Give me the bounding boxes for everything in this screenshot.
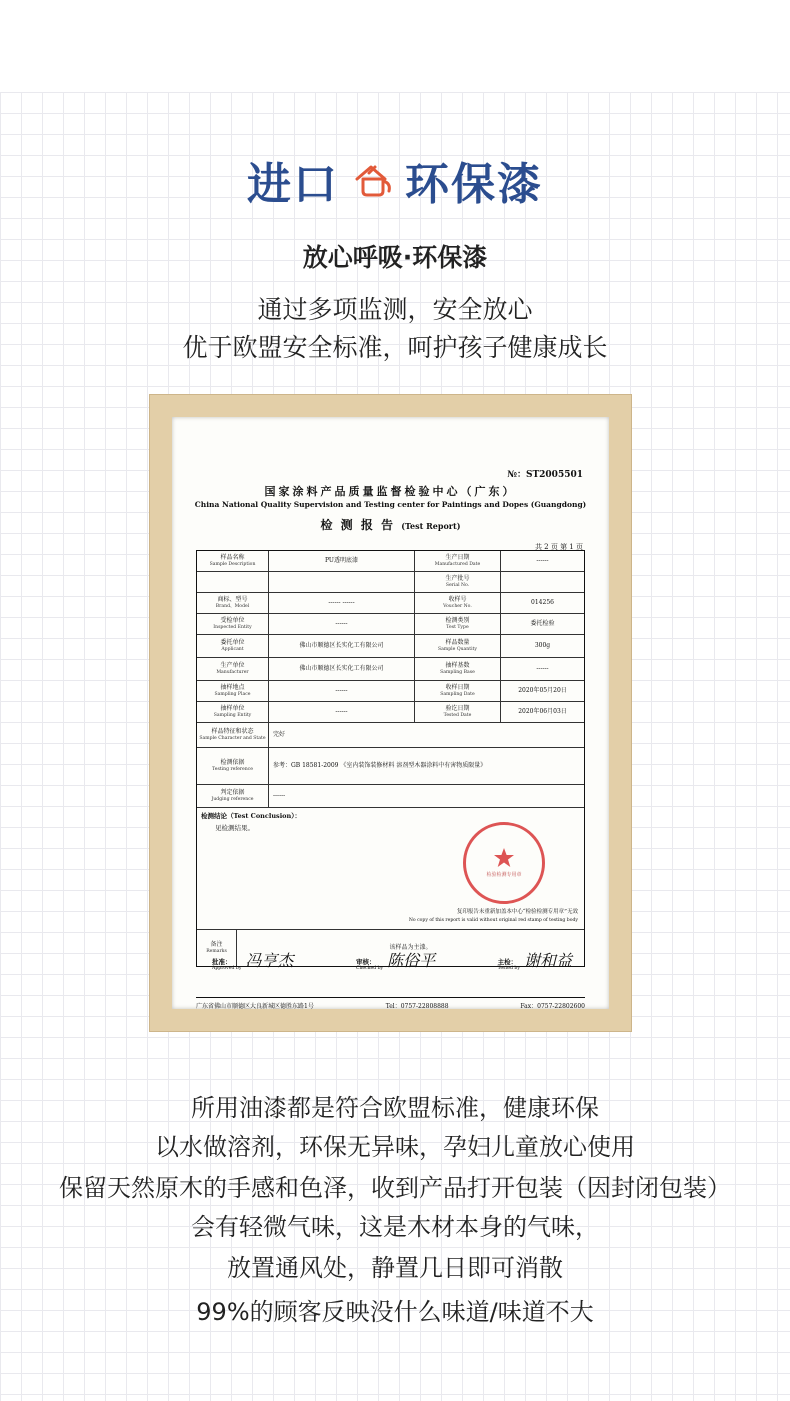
report-tel: Tel：0757-22808888 bbox=[385, 1003, 449, 1010]
report-fax: Fax：0757-22802600 bbox=[520, 1003, 585, 1010]
table-row bbox=[197, 748, 584, 785]
lead-line-1: 通过多项监测，安全放心 bbox=[257, 295, 533, 324]
report-title-en: (Test Report) bbox=[401, 521, 461, 531]
lead-line-2: 优于欧盟安全标准，呵护孩子健康成长 bbox=[182, 333, 608, 362]
label-quantity: 样品数量 Sample Quantity bbox=[415, 635, 501, 657]
test-report bbox=[172, 417, 609, 1009]
label-applicant: 委托单位 Applicant bbox=[197, 635, 269, 657]
label-judging: 判定依据 Judging reference bbox=[197, 785, 269, 807]
title-right: 环保漆 bbox=[405, 159, 543, 210]
label-manufacturer: 生产单位 Manufacturer bbox=[197, 658, 269, 680]
label-sampling-base: 抽样基数 Sampling Base bbox=[415, 658, 501, 680]
para-line-2: 以水做溶剂，环保无异味，孕妇儿童放心使用 bbox=[155, 1133, 635, 1161]
approver-signature: 冯亨杰 bbox=[245, 951, 294, 970]
value-brand: ------ ------ bbox=[269, 593, 415, 613]
label-sampling-place: 抽样地点 Sampling Place bbox=[197, 681, 269, 701]
value-voucher: 014256 bbox=[531, 598, 554, 606]
conclusion-text: 见检测结果。 bbox=[215, 824, 254, 832]
value-tested-date: 2020年06月03日 bbox=[518, 707, 567, 715]
report-title bbox=[172, 516, 609, 533]
label-serial: 生产批号 Serial No. bbox=[415, 572, 501, 592]
table-row bbox=[197, 681, 584, 702]
red-stamp bbox=[463, 822, 545, 904]
conclusion-title: 检测结论（Test Conclusion）： bbox=[201, 812, 301, 820]
copy-note: 复印报告未重新加盖本中心“检验检测专用章”无效 bbox=[456, 909, 578, 915]
table-row bbox=[197, 723, 584, 748]
value-remarks: 该样品为主漆。 bbox=[389, 943, 432, 951]
title-left: 进口 bbox=[247, 159, 339, 210]
paint-bucket-icon bbox=[349, 157, 395, 203]
para-line-6: 99%的顾客反映没什么味道/味道不大 bbox=[196, 1298, 594, 1326]
value-test-type: 委托检验 bbox=[530, 619, 555, 627]
value-sampling-date: 2020年05月20日 bbox=[518, 686, 567, 694]
label-tested-date: 验讫日期 Tested Date bbox=[415, 702, 501, 722]
label-sampling-entity: 抽样单位 Sampling Entity bbox=[197, 702, 269, 722]
report-title-cn: 检 测 报 告 bbox=[320, 518, 396, 532]
para-line-3: 保留天然原木的手感和色泽，收到产品打开包装（因封闭包装） bbox=[59, 1174, 731, 1202]
value-sample: PU透明底漆 bbox=[269, 551, 415, 571]
checker: 审核： Checked by 陈俗平 bbox=[356, 948, 435, 971]
table-row bbox=[197, 614, 584, 635]
label-test-type: 检测类别 Test Type bbox=[415, 614, 501, 634]
report-org-en: China National Quality Supervision and Testing center for Paintings and Dopes (Guangdong) bbox=[194, 500, 587, 509]
table-row bbox=[197, 551, 584, 572]
conclusion-block bbox=[197, 808, 584, 930]
checker-signature: 陈俗平 bbox=[387, 951, 436, 970]
signature-row bbox=[212, 948, 572, 971]
certificate-paper bbox=[172, 417, 609, 1009]
label-remarks: 备注 Remarks bbox=[197, 930, 237, 966]
star-icon bbox=[493, 847, 515, 869]
table-row bbox=[197, 785, 584, 808]
value-empty bbox=[269, 572, 415, 592]
report-footer bbox=[196, 997, 585, 1010]
value-inspected: ------ bbox=[269, 614, 415, 634]
value-sampling-base: ------ bbox=[536, 664, 549, 672]
para-line-1: 所用油漆都是符合欧盟标准，健康环保 bbox=[191, 1094, 599, 1122]
stamp-text: 检验检测专用章 bbox=[486, 872, 522, 878]
value-judging: ------ bbox=[273, 791, 286, 799]
report-page: 共 2 页 第 1 页 bbox=[534, 543, 583, 551]
table-row bbox=[197, 593, 584, 614]
subtitle: 放心呼吸·环保漆 bbox=[302, 243, 488, 272]
label-manufactured-date: 生产日期 Manufactured Date bbox=[415, 551, 501, 571]
label-reference: 检测依据 Testing reference bbox=[197, 748, 269, 784]
copy-note-en: No copy of this report is valid without original red stamp of testing body bbox=[408, 918, 578, 923]
report-table bbox=[196, 550, 585, 967]
table-row bbox=[197, 658, 584, 681]
label-character: 样品特征和状态 Sample Character and State bbox=[197, 723, 269, 747]
value-quantity: 300g bbox=[534, 641, 551, 649]
label-sampling-date: 收样日期 Sampling Date bbox=[415, 681, 501, 701]
label-empty bbox=[197, 572, 269, 592]
report-address: 广东省佛山市顺德区大良新城区德胜东路1号 bbox=[196, 1003, 314, 1010]
value-serial bbox=[501, 572, 584, 592]
label-brand: 商标、型号 Brand、Model bbox=[197, 593, 269, 613]
value-sampling-entity: ------ bbox=[269, 702, 415, 722]
value-sampling-place: ------ bbox=[269, 681, 415, 701]
value-reference: 参考：GB 18581-2009 《室内装饰装修材料 溶剂型木器涂料中有害物质限量》 bbox=[273, 761, 487, 769]
table-row bbox=[197, 702, 584, 723]
label-inspected: 受检单位 Inspected Entity bbox=[197, 614, 269, 634]
value-manufacturer: 佛山市顺德区长实化工有限公司 bbox=[269, 658, 415, 680]
page-title bbox=[0, 148, 790, 212]
tester-signature: 谢和益 bbox=[523, 951, 572, 970]
report-number: №：ST2005501 bbox=[507, 470, 583, 480]
table-row bbox=[197, 572, 584, 593]
label-voucher: 收样号 Voucher No. bbox=[415, 593, 501, 613]
certificate-frame bbox=[149, 394, 632, 1032]
report-org-cn: 国家涂料产品质量监督检验中心（广东） bbox=[264, 485, 517, 498]
para-line-5: 放置通风处，静置几日即可消散 bbox=[227, 1254, 563, 1282]
value-manufactured-date: ------ bbox=[536, 556, 549, 564]
approver: 批准： Approved by 冯亨杰 bbox=[212, 948, 293, 971]
para-line-4: 会有轻微气味，这是木材本身的气味， bbox=[191, 1213, 599, 1241]
label-sample: 样品名称 Sample Description bbox=[197, 551, 269, 571]
tester: 主检： Tested by 谢和益 bbox=[498, 948, 572, 971]
value-character: 完好 bbox=[273, 730, 286, 738]
value-applicant: 佛山市顺德区长实化工有限公司 bbox=[269, 635, 415, 657]
table-row bbox=[197, 635, 584, 658]
